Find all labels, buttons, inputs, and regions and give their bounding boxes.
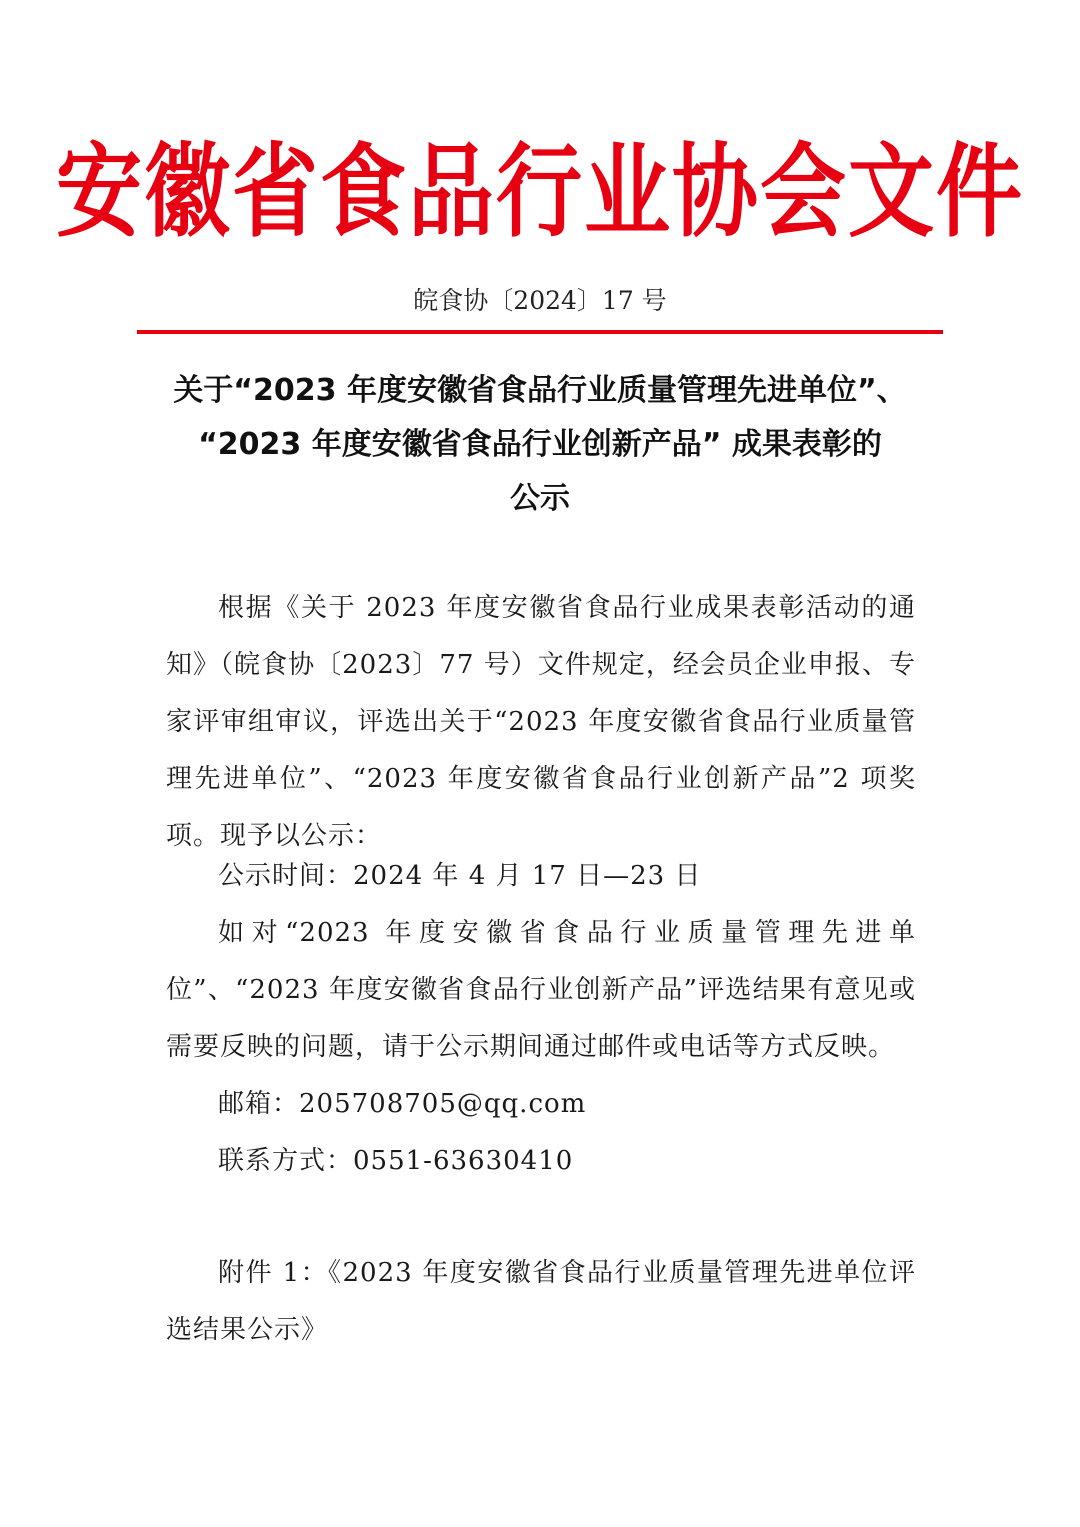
contact-label: 联系方式： — [218, 1146, 354, 1176]
title-line-3: 公示 — [510, 481, 570, 516]
contact-line — [166, 1133, 916, 1190]
body-paragraph-basis — [166, 580, 916, 865]
publicity-time-text: 公示时间：2024 年 4 月 17 日—23 日 — [218, 861, 702, 891]
document-title — [100, 364, 980, 526]
body-paragraph-feedback — [166, 905, 916, 1076]
title-line-1: 关于“2023 年度安徽省食品行业质量管理先进单位”、 — [173, 373, 907, 408]
phone-number[interactable]: 0551-63630410 — [353, 1146, 574, 1176]
document-number: 皖食协〔2024〕17 号 — [413, 286, 667, 315]
email-address[interactable]: 205708705@qq.com — [299, 1089, 587, 1119]
red-divider — [137, 330, 943, 334]
masthead-title: 安徽省食品行业协会文件 — [56, 132, 1024, 252]
attachment-line — [166, 1245, 916, 1359]
email-label: 邮箱： — [218, 1089, 300, 1119]
title-line-2: “2023 年度安徽省食品行业创新产品” 成果表彰的 — [198, 427, 882, 462]
basis-text: 根据《关于 2023 年度安徽省食品行业成果表彰活动的通知》（皖食协〔2023〕77 号）文件规定，经会员企业申报、专家评审组审议，评选出关于“2023 年度安徽省食品行业质量管理先进单位”、“2023 年度安徽省食品行业创新产品”2 项奖项。现予以公示： — [166, 593, 916, 851]
feedback-text: 如对“2023 年度安徽省食品行业质量管理先进单位”、“2023 年度安徽省食品行业创新产品”评选结果有意见或需要反映的问题，请于公示期间通过邮件或电话等方式反映。 — [166, 918, 916, 1062]
email-line — [166, 1076, 916, 1133]
attachment-text: 附件 1：《2023 年度安徽省食品行业质量管理先进单位评选结果公示》 — [166, 1258, 916, 1345]
publicity-time — [166, 848, 916, 905]
